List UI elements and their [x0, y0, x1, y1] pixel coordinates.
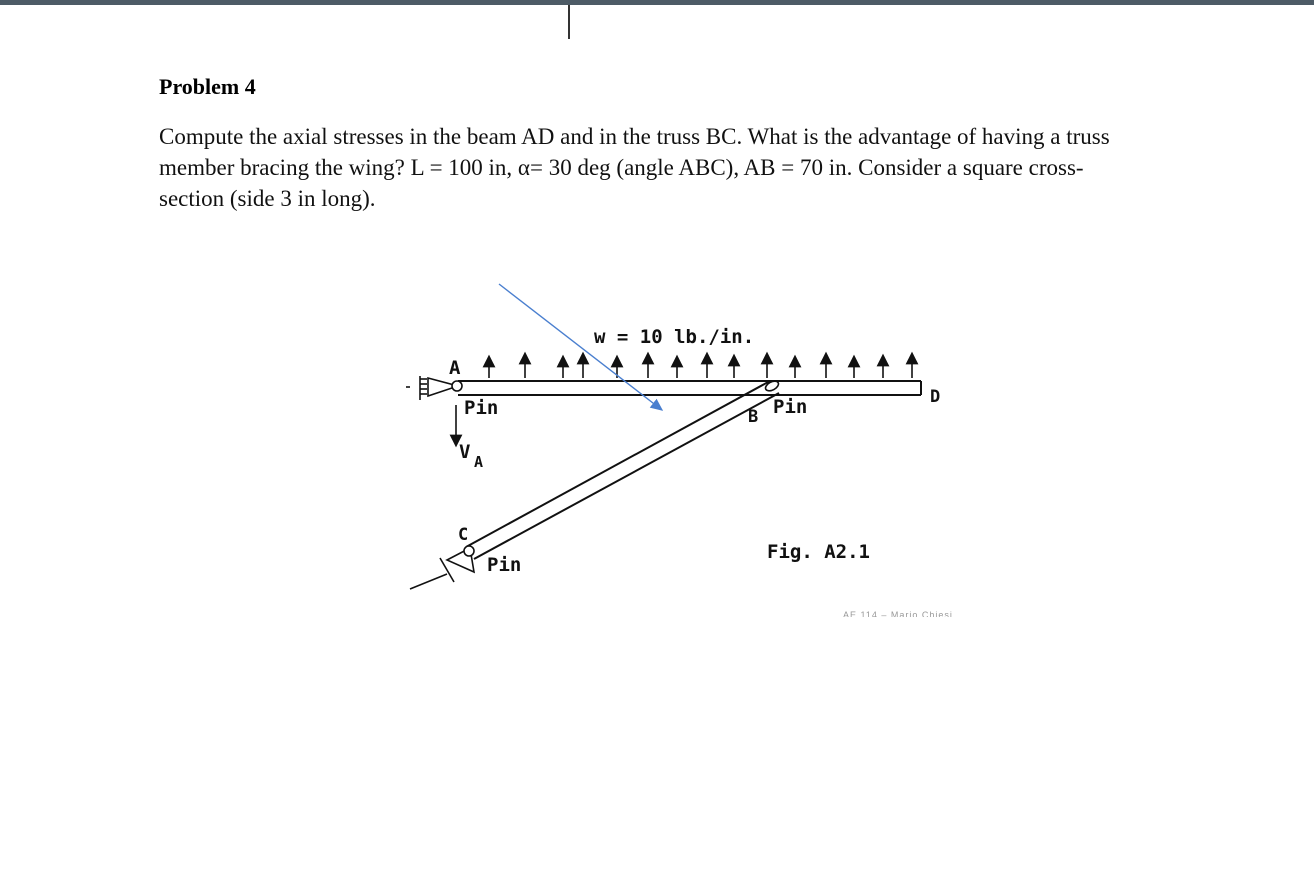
footer-text: AE 114 – Mario Chiesi — [843, 610, 953, 617]
reaction-subscript-label: A — [474, 453, 484, 471]
truss-bc — [466, 379, 780, 559]
problem-line-1: Compute the axial stresses in the beam AD and in the truss BC. What is the advantage of having a truss — [159, 124, 1110, 149]
pin-c-label: Pin — [487, 554, 522, 576]
distributed-load-arrows — [489, 358, 912, 378]
problem-title: Problem 4 — [159, 74, 256, 99]
problem-line-2: member bracing the wing? L = 100 in, α= 30 deg (angle ABC), AB = 70 in. Consider a square cross- — [159, 155, 1084, 180]
pin-support-a — [406, 376, 462, 400]
point-d-label: D — [930, 387, 941, 407]
point-a-label: A — [449, 357, 461, 379]
reaction-v-label: V — [459, 441, 471, 463]
pin-b-label: Pin — [773, 396, 808, 418]
point-b-label: B — [748, 407, 759, 427]
pin-support-c — [410, 546, 474, 589]
load-label: w = 10 lb./in. — [594, 326, 755, 348]
figure-caption: Fig. A2.1 — [767, 541, 870, 563]
beam-ad — [458, 381, 921, 395]
problem-line-3: section (side 3 in long). — [159, 186, 376, 211]
point-c-label: C — [458, 525, 469, 545]
pin-a-label: Pin — [464, 397, 499, 419]
